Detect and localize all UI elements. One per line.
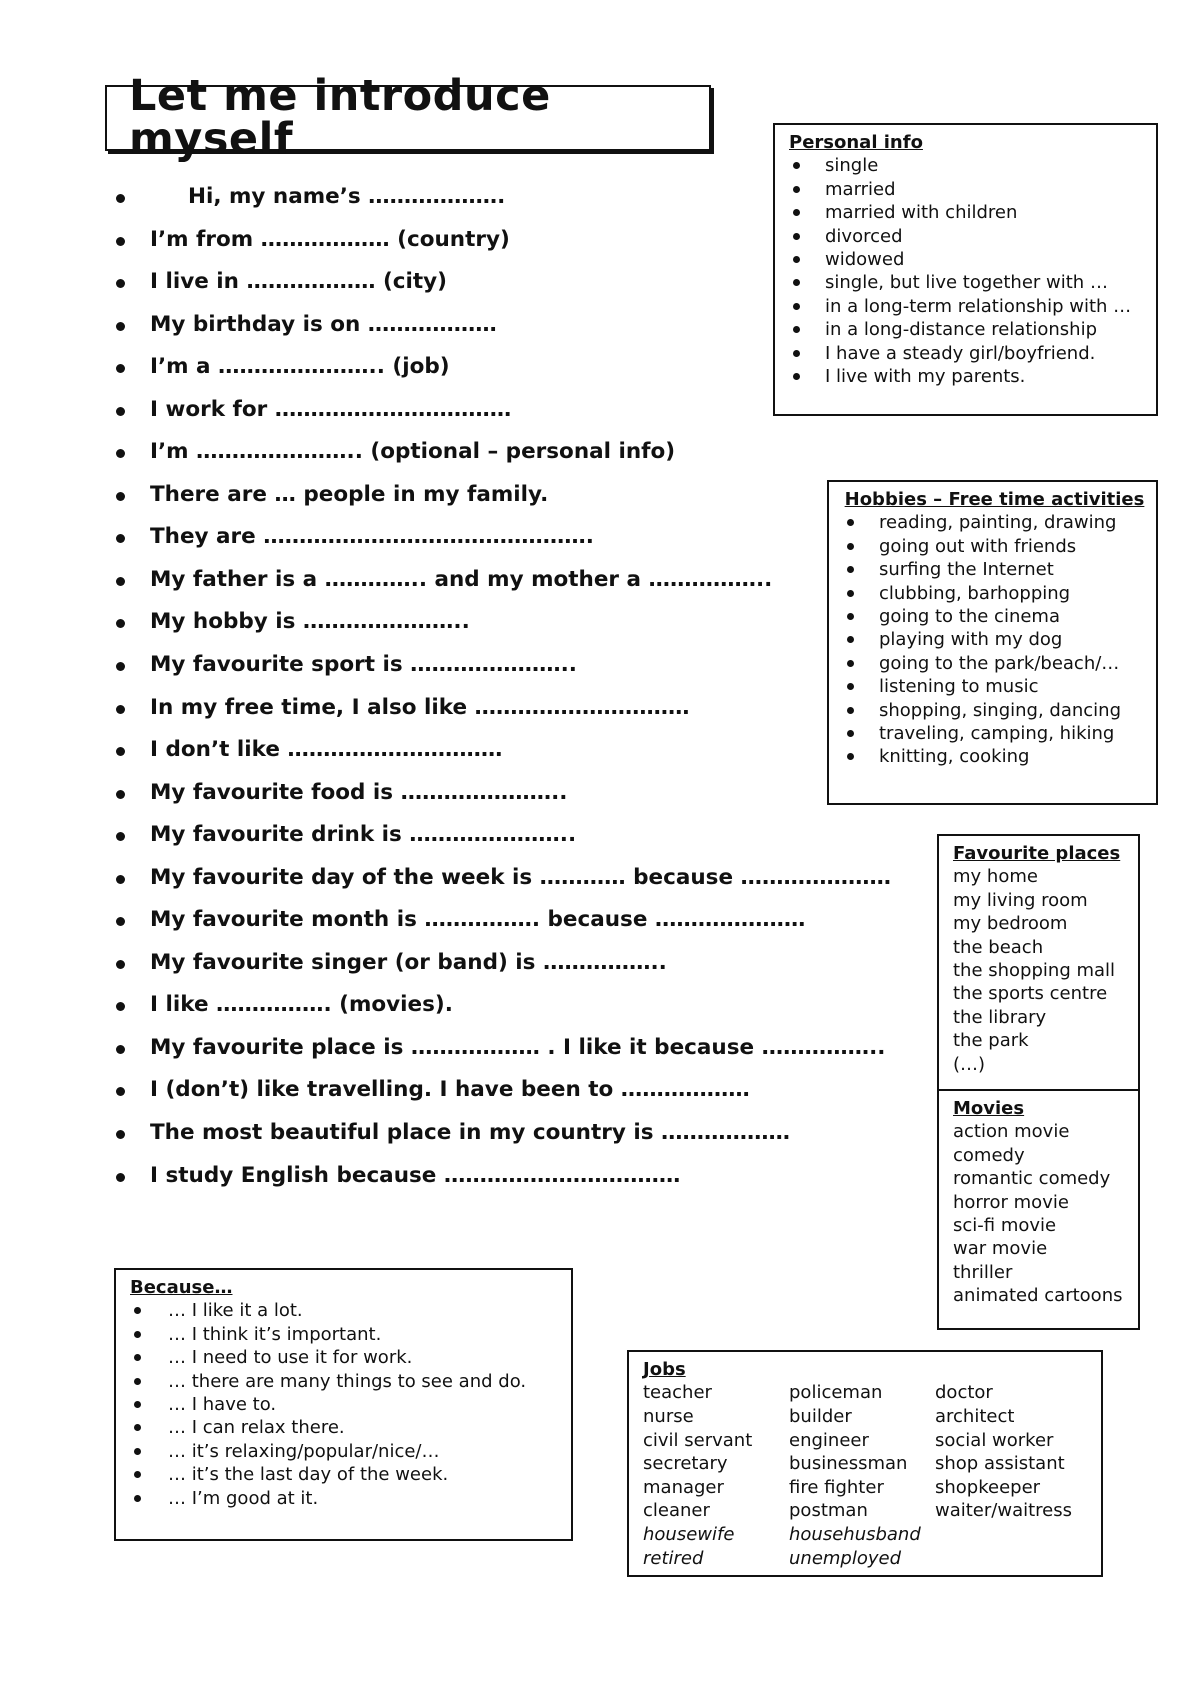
personal-info-list — [789, 154, 1146, 388]
list-item: (…) — [953, 1053, 986, 1075]
sentence-item: They are ………………………………………. — [110, 516, 930, 559]
list-item: going out with friends — [843, 535, 1146, 558]
list-item: in a long-distance relationship — [789, 318, 1146, 341]
list-item: I have a steady girl/boyfriend. — [789, 342, 1146, 365]
list-item: married with children — [789, 201, 1146, 224]
list-item: reading, painting, drawing — [843, 511, 1146, 534]
list-item: my home — [953, 866, 1038, 888]
hobbies-list — [843, 511, 1146, 768]
page-title: Let me introduce myself — [129, 71, 551, 164]
favourite-places-list — [953, 865, 1128, 1076]
list-item: animated cartoons — [953, 1285, 1123, 1307]
jobs-box — [627, 1350, 1103, 1577]
list-item: … it’s relaxing/popular/nice/… — [130, 1440, 561, 1463]
hobbies-heading: Hobbies – Free time activities — [844, 489, 1145, 510]
list-item: … it’s the last day of the week. — [130, 1463, 561, 1486]
movies-box — [937, 1089, 1140, 1330]
list-item: the shopping mall — [953, 960, 1116, 982]
because-box — [114, 1268, 573, 1541]
job-item: doctor — [935, 1382, 993, 1404]
sentence-item: My favourite singer (or band) is …………….. — [110, 942, 930, 985]
list-item: my living room — [953, 889, 1088, 911]
sentence-item: The most beautiful place in my country is ……………… — [110, 1112, 930, 1155]
jobs-column-2 — [789, 1381, 935, 1570]
job-item: nurse — [643, 1406, 694, 1427]
job-item: shopkeeper — [935, 1476, 1041, 1498]
job-item: engineer — [789, 1429, 869, 1451]
sentence-item: I study English because …………………………… — [110, 1155, 930, 1198]
list-item: married — [789, 178, 1146, 201]
sentence-item: I live in ……………… (city) — [110, 261, 930, 304]
job-item: social worker — [935, 1429, 1054, 1451]
sentence-item: I (don’t) like travelling. I have been to ……………… — [110, 1069, 930, 1112]
list-item: traveling, camping, hiking — [843, 722, 1146, 745]
list-item: war movie — [953, 1238, 1048, 1260]
sentence-item: I work for …………………………… — [110, 389, 930, 432]
list-item: knitting, cooking — [843, 745, 1146, 768]
list-item: … I like it a lot. — [130, 1299, 561, 1322]
jobs-column-1 — [643, 1381, 789, 1570]
job-item: builder — [789, 1406, 852, 1427]
personal-info-heading: Personal info — [789, 132, 923, 153]
sentence-item: I’m a ………………….. (job) — [110, 346, 930, 389]
sentence-item: I like ……………. (movies). — [110, 984, 930, 1027]
sentence-item: My father is a ………….. and my mother a …………….. — [110, 559, 930, 602]
list-item: sci-fi movie — [953, 1215, 1057, 1237]
job-item: cleaner — [643, 1500, 710, 1522]
list-item: … I need to use it for work. — [130, 1346, 561, 1369]
list-item: … I have to. — [130, 1393, 561, 1416]
job-item: civil servant — [643, 1429, 753, 1451]
sentence-item: My favourite drink is ………………….. — [110, 814, 930, 857]
list-item: … I think it’s important. — [130, 1323, 561, 1346]
jobs-column-3 — [935, 1381, 1081, 1570]
list-item: the sports centre — [953, 983, 1108, 1005]
hobbies-box — [827, 480, 1158, 805]
jobs-heading: Jobs — [643, 1359, 686, 1380]
sentence-item: In my free time, I also like ………………………… — [110, 687, 930, 730]
sentence-item: My hobby is ………………….. — [110, 601, 930, 644]
list-item: … I’m good at it. — [130, 1487, 561, 1510]
because-list — [130, 1299, 561, 1510]
list-item: going to the cinema — [843, 605, 1146, 628]
sentence-item: I don’t like ………………………… — [110, 729, 930, 772]
job-item: househusband — [789, 1523, 921, 1545]
list-item: surfing the Internet — [843, 558, 1146, 581]
job-item: postman — [789, 1500, 868, 1522]
job-item: shop assistant — [935, 1453, 1065, 1475]
job-item: unemployed — [789, 1547, 902, 1569]
movies-heading: Movies — [953, 1098, 1025, 1119]
list-item: comedy — [953, 1144, 1025, 1166]
because-heading: Because… — [130, 1277, 233, 1298]
sentence-item: My birthday is on ……………… — [110, 304, 930, 347]
list-item: playing with my dog — [843, 628, 1146, 651]
list-item: the park — [953, 1030, 1029, 1052]
list-item: single — [789, 154, 1146, 177]
list-item: horror movie — [953, 1191, 1069, 1213]
list-item: romantic comedy — [953, 1168, 1111, 1190]
sentence-item: I’m ………………….. (optional – personal info) — [110, 431, 930, 474]
sentence-item: There are … people in my family. — [110, 474, 930, 517]
list-item: clubbing, barhopping — [843, 582, 1146, 605]
list-item: shopping, singing, dancing — [843, 699, 1146, 722]
sentence-item: My favourite food is ………………….. — [110, 772, 930, 815]
job-item: policeman — [789, 1382, 883, 1404]
favourite-places-heading: Favourite places — [953, 843, 1121, 864]
list-item: my bedroom — [953, 913, 1068, 935]
sentence-item: Hi, my name’s ………………. — [110, 176, 930, 219]
list-item: divorced — [789, 225, 1146, 248]
list-item: … there are many things to see and do. — [130, 1370, 561, 1393]
sentence-item: My favourite day of the week is ………… because ………………… — [110, 857, 930, 900]
job-item: teacher — [643, 1382, 712, 1404]
list-item: I live with my parents. — [789, 365, 1146, 388]
list-item: in a long-term relationship with … — [789, 295, 1146, 318]
job-item: retired — [643, 1547, 704, 1569]
job-item: businessman — [789, 1453, 908, 1475]
job-item: waiter/waitress — [935, 1500, 1072, 1522]
favourite-places-box — [937, 834, 1140, 1091]
list-item: the library — [953, 1006, 1047, 1028]
list-item: widowed — [789, 248, 1146, 271]
job-item: manager — [643, 1476, 724, 1498]
job-item: fire fighter — [789, 1476, 884, 1498]
job-item: architect — [935, 1406, 1015, 1427]
sentence-item: My favourite place is ……………… . I like it because …………….. — [110, 1027, 930, 1070]
list-item: listening to music — [843, 675, 1146, 698]
sentence-item: I’m from ……………… (country) — [110, 219, 930, 262]
movies-list — [953, 1120, 1128, 1307]
title-box — [105, 71, 711, 164]
job-item: housewife — [643, 1523, 735, 1545]
sentence-item: My favourite month is ……………. because ………………… — [110, 899, 930, 942]
list-item: going to the park/beach/… — [843, 652, 1146, 675]
personal-info-box — [773, 123, 1158, 416]
job-item: secretary — [643, 1453, 728, 1475]
sentence-item: My favourite sport is ………………….. — [110, 644, 930, 687]
list-item: action movie — [953, 1121, 1070, 1143]
list-item: single, but live together with … — [789, 271, 1146, 294]
list-item: the beach — [953, 936, 1044, 958]
jobs-columns — [643, 1381, 1091, 1570]
list-item: thriller — [953, 1261, 1013, 1283]
list-item: … I can relax there. — [130, 1416, 561, 1439]
